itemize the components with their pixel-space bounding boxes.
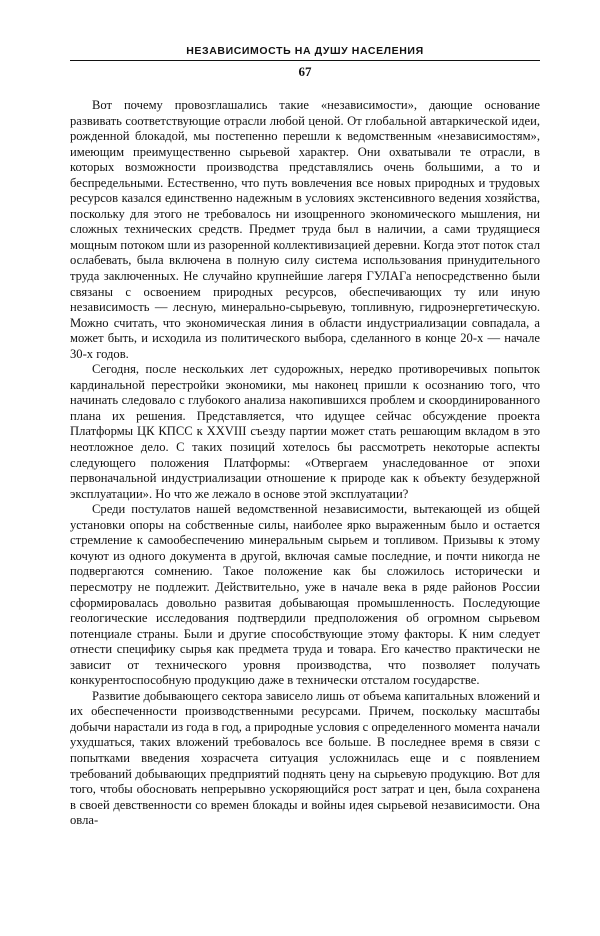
page-number: 67 <box>298 64 312 79</box>
running-head: НЕЗАВИСИМОСТЬ НА ДУШУ НАСЕЛЕНИЯ <box>70 44 540 61</box>
paragraph: Вот почему провозглашались такие «независимости», дающие основание развивать соответствующие отрасли любой ценой. От глобальной автаркической идеи, рожденной блокадой, мы постепенно перешли к ведомственным «независимостям», имеющим преимущественно сырьевой характер. Они охватывали те отрасли, в которых возможности производства представлялись очень большими, а то и беспредельными. Естественно, что путь вовлечения все новых природных и трудовых ресурсов казался единственно надежным в условиях экстенсивного ведения хозяйства, поскольку для этого не требовалось ни изощренного экономического мышления, ни сложных технических средств. Предмет труда был в наличии, а сами трудящиеся мощным потоком шли из разоренной коллективизацией деревни. Когда этот поток стал ослабевать, была включена в полную силу система использования принудительного труда заключенных. Не случайно крупнейшие лагеря ГУЛАГа непосредственно были связаны с освоением природных ресурсов, обеспечивающих ту или иную независимость — лесную, минерально-сырьевую, топливную, гидроэнергетическую. Можно считать, что экономическая линия в области индустриализации совпадала, а может быть, и исходила из политического выбора, сделанного в конце 20-х — начале 30-х годов. <box>70 98 540 361</box>
book-page <box>70 44 540 829</box>
body-text <box>70 98 540 829</box>
paragraph: Среди постулатов нашей ведомственной независимости, вытекающей из общей установки опоры на собственные силы, наиболее ярко выраженным было и остается стремление к самообеспечению минеральным сырьем и топливом. Призывы к этому кочуют из одного документа в другой, включая самые последние, и почти никогда не подвергаются сомнению. Такое положение как бы сложилось исторически и пересмотру не подлежит. Действительно, уже в начале века в ряде районов России сформировалась довольно развитая добывающая промышленность. Последующие геологические исследования подтвердили предположения об огромном сырьевом потенциале страны. Были и другие способствующие этому факторы. К ним следует отнести специфику сырья как предмета труда и товара. Его качество практически не зависит от технического уровня производства, что позволяет получать конкурентоспособную продукцию даже в технически отсталом государстве. <box>70 502 540 688</box>
paragraph: Сегодня, после нескольких лет судорожных, нередко противоречивых попыток кардинальной перестройки экономики, мы наконец пришли к осознанию того, что начинать следовало с глубокого анализа накопившихся проблем и скоординированного плана их решения. Представляется, что идущее сейчас обсуждение проекта Платформы ЦК КПСС к XXVIII съезду партии может стать решающим вкладом в это неотложное дело. С таких позиций хотелось бы рассмотреть некоторые аспекты следующего положения Платформы: «Отвергаем унаследованное от эпохи первоначальной индустриализации отношение к природе как к объекту безудержной эксплуатации». Но что же лежало в основе этой эксплуатации? <box>70 362 540 501</box>
paragraph: Развитие добывающего сектора зависело лишь от объема капитальных вложений и их обеспеченности производственными ресурсами. Причем, поскольку масштабы добычи нарастали из года в год, а природные условия с определенного момента начали ухудшаться, таких вложений требовалось все больше. В последнее время в связи с попытками введения хозрасчета ситуация усложнилась еще и с появлением требований добывающих предприятий поднять цену на сырьевую продукцию. Вот для того, чтобы обосновать непрерывно ускоряющийся рост затрат и цен, была сохранена в своей девственности со времен блокады и войны идея сырьевой независимости. Она овла- <box>70 688 540 828</box>
